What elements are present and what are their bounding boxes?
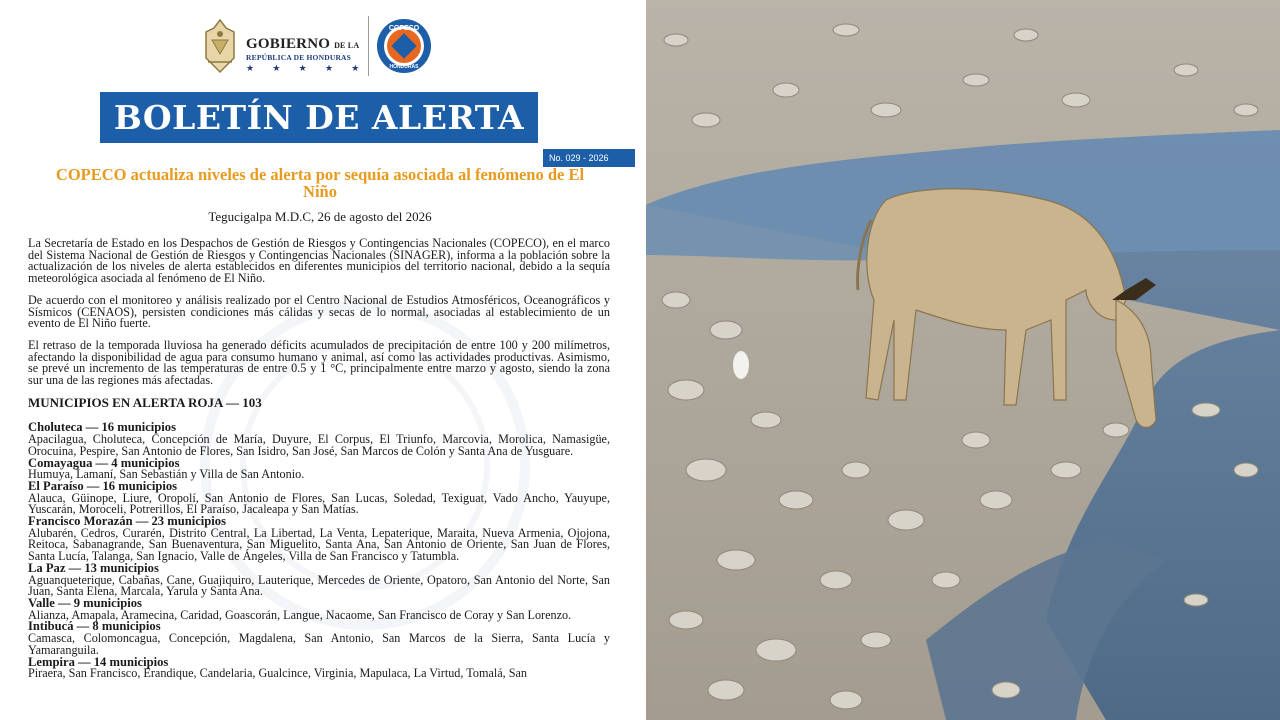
copeco-logo-icon (376, 18, 432, 74)
department-name: Intibucá — 8 municipios (28, 619, 161, 634)
paragraph-2: De acuerdo con el monitoreo y análisis realizado por el Centro Nacional de Estudios Atmosféricos, Oceanográficos y Sísmicos (CENAOS), persisten condiciones más cálidas y secas de lo normal, asociadas al establecimiento de un evento de El Niño fuerte. (28, 292, 610, 331)
department-municipalities: Piraera, San Francisco, Erandique, Candelaria, Gualcince, Virginia, Mapulaca, La Virtud, Tomalá, San (28, 666, 528, 681)
paragraph-1: La Secretaría de Estado en los Despachos de Gestión de Riesgos y Contingencias Nacionales (COPECO), en el marco del Sistema Nacional de Gestión de Riesgos y Contingencias Nacionales (SINAGER), informa a la población sobre la actualización de los niveles de alerta establecidos en diferentes municipios del territorio nacional, debido a la sequía meteorológica asociada al fenómeno de El Niño. (28, 236, 610, 286)
section-title: MUNICIPIOS EN ALERTA ROJA — 103 (28, 394, 262, 410)
bulletin-body (28, 238, 610, 680)
paragraph-3: El retraso de la temporada lluviosa ha generado déficits acumulados de precipitación de entre 100 y 200 milímetros, afectando la disponibilidad de agua para consumo humano y animal, así como las actividades productivas. Asimismo, se prevé un incremento de las temperaturas de entre 0.5 y 1 °C, principalmente entre marzo y agosto, siendo la zona sur una de las regiones más afectadas. (28, 337, 610, 388)
department-municipalities: Alianza, Amapala, Aramecina, Caridad, Goascorán, Langue, Nacaome, San Francisco de Coray y San Lorenzo. (28, 607, 572, 622)
department-municipalities: Apacilagua, Choluteca, Concepción de María, Duyure, El Corpus, El Triunfo, Marcovia, Morolica, Namasigüe, Orocuina, Pespire, San Antonio de Flores, San Isidro, San José, San Marcos de Colón y Santa Ana de Yusguare. (28, 432, 610, 458)
department-name: Comayagua — 4 municipios (28, 455, 180, 470)
bulletin-headline: COPECO actualiza niveles de alerta por sequía asociada al fenómeno de El Niño (55, 165, 585, 201)
honduras-seal-icon (200, 18, 240, 74)
document-header (200, 16, 440, 78)
department-name: La Paz — 13 municipios (28, 560, 159, 575)
government-name: GOBIERNO DE LA (246, 36, 360, 52)
department-name: Francisco Morazán — 23 municipios (28, 514, 226, 529)
bulletin-number: No. 029 - 2026 (543, 149, 635, 167)
department-municipalities: Camasca, Colomoncagua, Concepción, Magdalena, San Antonio, San Marcos de la Sierra, Santa Lucía y Yamaranguila. (28, 631, 610, 657)
department-municipalities: Alauca, Güinope, Liure, Oropolí, San Antonio de Flores, San Lucas, Soledad, Texiguat, Vado Ancho, Yauyupe, Yuscarán, Moroceli, Potrerillos, El Paraíso, Jacaleapa y San Matías. (28, 490, 610, 517)
department-name: Choluteca — 16 municipios (28, 420, 176, 435)
department-name: Lempira — 14 municipios (28, 654, 169, 669)
drought-photo (646, 0, 1280, 720)
header-divider (368, 16, 369, 76)
svg-text:COPECO: COPECO (388, 25, 420, 32)
dateline: Tegucigalpa M.D.C, 26 de agosto del 2026 (208, 209, 432, 224)
government-stars: ★ ★ ★ ★ ★ (246, 63, 368, 73)
department-municipalities: Humuya, Lamaní, San Sebastián y Villa de San Antonio. (28, 467, 305, 482)
government-republic: REPÚBLICA DE HONDURAS (246, 53, 352, 62)
department-municipalities: Aguanqueterique, Cabañas, Cane, Guajiquiro, Lauterique, Mercedes de Oriente, Opatoro, San Antonio del Norte, San Juan, Santa Elena, Marcala, Yarula y Santa Ana. (28, 572, 610, 599)
department-name: Valle — 9 municipios (28, 595, 142, 610)
bulletin-banner (100, 92, 538, 143)
svg-text:HONDURAS: HONDURAS (389, 64, 419, 70)
banner-title: BOLETÍN DE ALERTA (113, 98, 525, 137)
drought-photo-illustration (646, 0, 1280, 720)
department-municipalities: Alubarén, Cedros, Curarén, Distrito Central, La Libertad, La Venta, Lepaterique, Maraita, Nueva Armenia, Ojojona, Reitoca, Sabanagrande, San Buenaventura, San Miguelito, Santa Ana, San Antonio de Oriente, San Juan de Flores, Santa Lucía, Talanga, San Ignacio, Valle de Ángeles, Villa de San Francisco y Tatumbla. (28, 525, 610, 564)
department-name: El Paraíso — 16 municipios (28, 478, 178, 493)
